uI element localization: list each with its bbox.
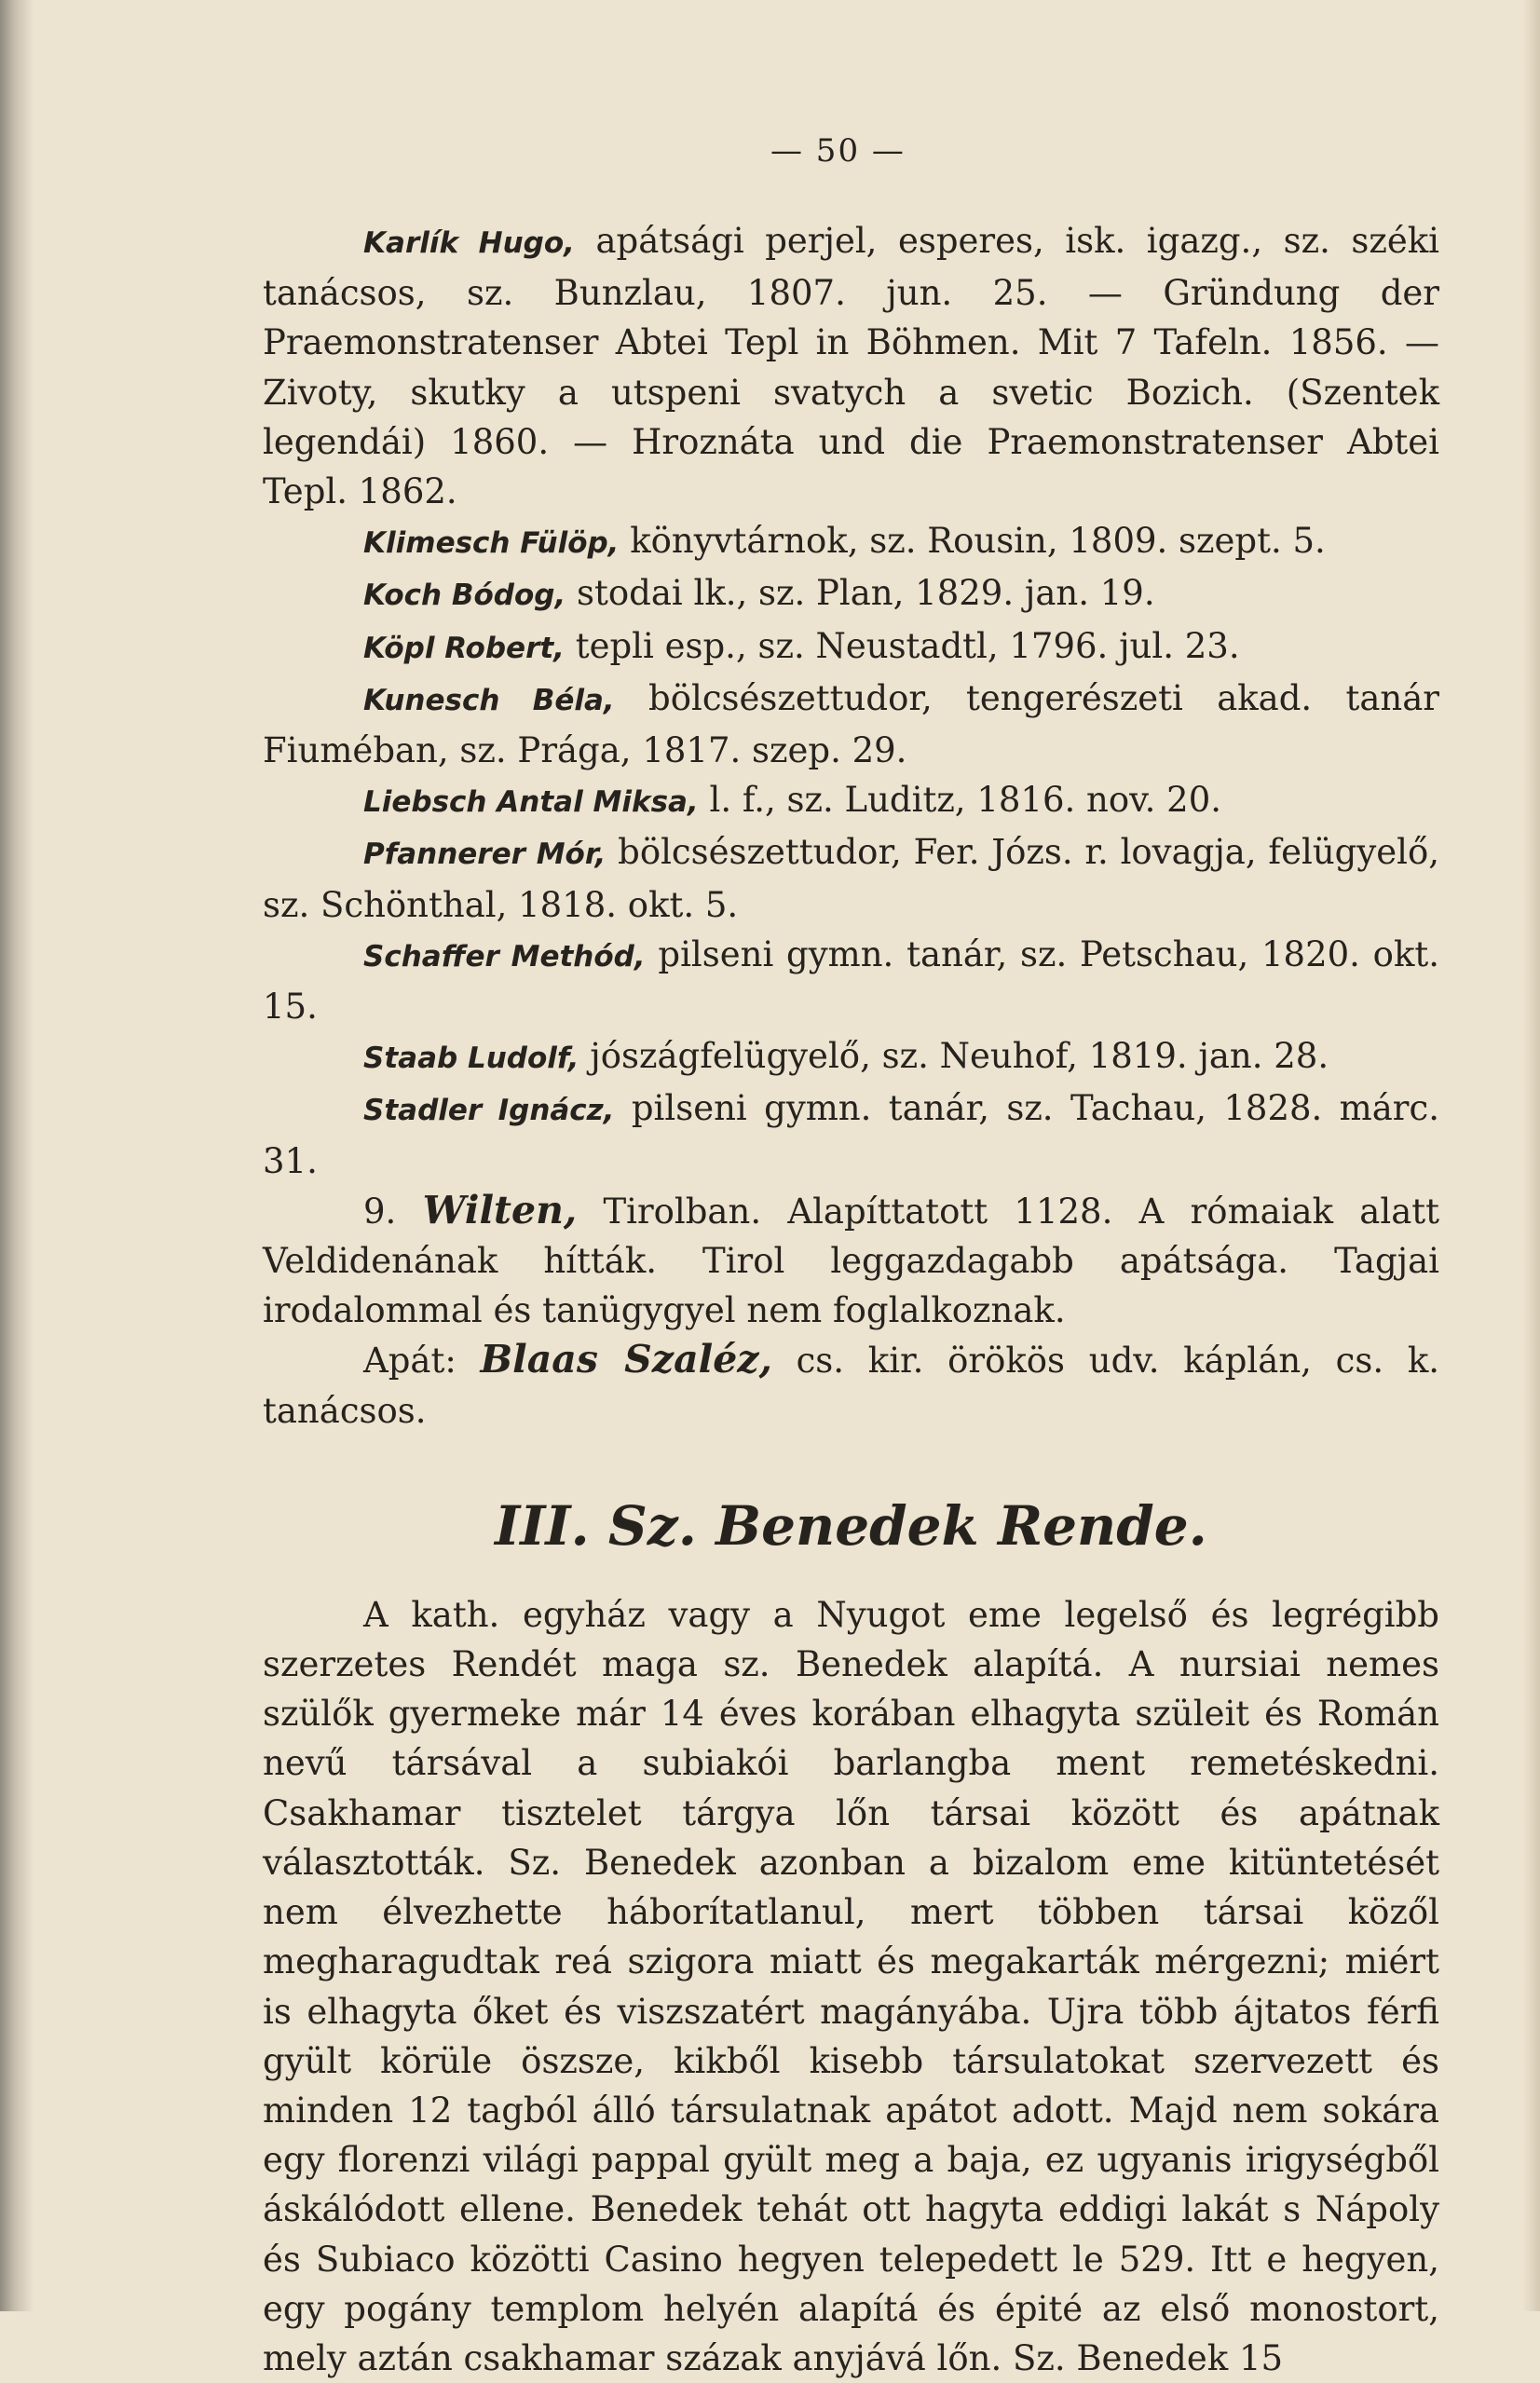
entry-text: bölcsészettudor, Fer. Józs. r. lovagja, felügyelő, sz. Schönthal, 1818. okt. 5. [263,832,1440,925]
entry-klimesch [263,516,1439,568]
page-edge-shadow [1523,0,1540,2311]
wilten-paragraph [263,1186,1439,1336]
entry-name: Kunesch Béla, [363,683,615,717]
entry-schaffer [263,930,1439,1031]
entry-text: pilseni gymn. tanár, sz. Petschau, 1820. okt. 15. [263,933,1439,1028]
entry-text: apátsági perjel, esperes, isk. igazg., sz. széki tanácsos, sz. Bunzlau, 1807. jun. 25. — Gründung der Praemonstratenser Abtei Tepl in Böhmen. Mit 7 Tafeln. 1856. — Zivoty, skutky a utspeni svatych a svetic Bozich. (Szentek legendái) 1860. — Hroznáta und die Praemonstratenser Abtei Tepl. 1862. [263,221,1439,512]
page-number: — 50 — [770,132,906,170]
entry-koch [263,568,1439,620]
entry-text: jószágfelügyelő, sz. Neuhof, 1819. jan. 28. [579,1036,1329,1077]
entry-name: Liebsch Antal Miksa, [363,785,699,820]
wilten-text: Tirolban. Alapíttatott 1128. A rómaiak alatt Veldidenának hítták. Tirol leggazdagabb apátsága. Tagjai irodalommal és tanügygyel nem foglalkoznak. [263,1191,1439,1331]
abbot-name: Blaas Szaléz, [480,1337,772,1382]
entry-name: Köpl Robert, [363,631,565,665]
entry-stadler [263,1083,1439,1185]
entry-text: bölcsészettudor, tengerészeti akad. tanár Fiuméban, sz. Prága, 1817. szep. 29. [263,677,1439,771]
page-binding-shadow [0,0,34,2311]
entry-pfannerer [263,827,1439,929]
abbot-paragraph [263,1335,1439,1435]
entry-liebsch [263,775,1439,827]
entry-kunesch [263,674,1439,775]
entry-name: Karlík Hugo, [363,226,575,260]
entry-kopl [263,621,1439,674]
wilten-number: 9. [363,1191,423,1232]
section-heading: III. Sz. Benedek Rende. [495,1493,1207,1558]
entry-text: tepli esp., sz. Neustadtl, 1796. jul. 23. [564,625,1240,666]
entry-text: stodai lk., sz. Plan, 1829. jan. 19. [566,573,1155,614]
entry-name: Staab Ludolf, [363,1042,579,1076]
entry-text: l. f., sz. Luditz, 1816. nov. 20. [698,780,1222,821]
entry-name: Koch Bódog, [363,579,566,613]
abbot-text: cs. kir. örökös udv. káplán, cs. k. tanácsos. [263,1341,1439,1431]
wilten-name: Wilten, [422,1187,578,1232]
entry-name: Schaffer Methód, [363,939,646,974]
entry-text: könyvtárnok, sz. Rousin, 1809. szept. 5. [619,521,1326,562]
page-text [263,216,1439,2383]
abbot-label: Apát: [363,1341,481,1382]
entry-name: Klimesch Fülöp, [363,526,620,561]
entry-karlik [263,216,1439,516]
entry-staab [263,1031,1439,1083]
entry-text: pilseni gymn. tanár, sz. Tachau, 1828. márc. 31. [263,1088,1439,1181]
body-paragraph: A kath. egyház vagy a Nyugot eme legelső és legrégibb szerzetes Rendét maga sz. Benedek alapítá. A nursiai nemes szülők gyermeke már 14 éves korában elhagyta szüleit és Román nevű társával a subiakói barlangba ment remetéskedni. Csakhamar tisztelet tárgya lőn társai között és apátnak választották. Sz. Benedek azonban a bizalom eme kitüntetését nem élvezhette háborítatlanul, mert többen társai közől megharagudtak reá szigora miatt és megakarták mérgezni; miért is elhagyta őket és viszszatért magányába. Ujra több ájtatos férfi gyült körüle öszsze, kikből kisebb társulatokat szervezett és minden 12 tagból álló társulatnak apátot adott. Majd nem sokára egy florenzi világi pappal gyült meg a baja, ez ugyanis irigységből áskálódott ellene. Benedek tehát ott hagyta eddigi lakát s Nápoly és Subiaco közötti Casino hegyen telepedett le 529. Itt e hegyen, egy pogány templom helyén alapítá és épité az első monostort, mely aztán csakhamar százak anyjává lőn. Sz. Benedek 15 [263,1594,1439,2378]
entry-name: Pfannerer Mór, [363,837,606,872]
entry-name: Stadler Ignácz, [363,1094,615,1128]
